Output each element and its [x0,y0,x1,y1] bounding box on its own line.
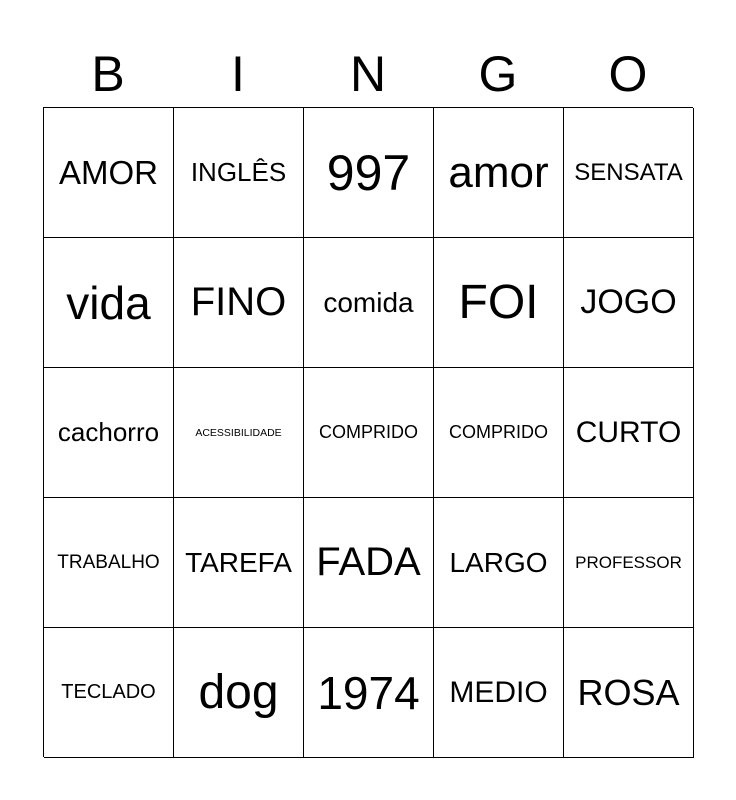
bingo-cell[interactable]: TECLADO [44,628,174,758]
bingo-cell[interactable]: COMPRIDO [304,368,434,498]
bingo-cell[interactable]: COMPRIDO [434,368,564,498]
bingo-cell[interactable]: 997 [304,108,434,238]
bingo-cell[interactable]: LARGO [434,498,564,628]
bingo-cell[interactable]: ROSA [564,628,694,758]
bingo-cell[interactable]: TRABALHO [44,498,174,628]
bingo-cell[interactable]: JOGO [564,238,694,368]
bingo-cell[interactable]: comida [304,238,434,368]
bingo-cell[interactable]: FOI [434,238,564,368]
header-letter-b: B [91,46,125,102]
bingo-cell[interactable]: amor [434,108,564,238]
bingo-header [43,40,693,108]
bingo-cell[interactable]: dog [174,628,304,758]
header-letter-g: G [478,46,518,102]
bingo-cell[interactable]: SENSATA [564,108,694,238]
bingo-cell[interactable]: AMOR [44,108,174,238]
bingo-cell[interactable]: FINO [174,238,304,368]
bingo-cell[interactable]: 1974 [304,628,434,758]
header-letter-o: O [608,46,648,102]
header-letter-i: I [231,46,245,102]
bingo-cell[interactable]: ACESSIBILIDADE [174,368,304,498]
bingo-cell[interactable]: PROFESSOR [564,498,694,628]
bingo-cell[interactable]: MEDIO [434,628,564,758]
bingo-cell[interactable]: vida [44,238,174,368]
bingo-cell[interactable]: INGLÊS [174,108,304,238]
bingo-grid [43,107,693,757]
header-letter-n: N [349,46,387,102]
bingo-cell[interactable]: FADA [304,498,434,628]
bingo-cell[interactable]: TAREFA [174,498,304,628]
bingo-cell[interactable]: cachorro [44,368,174,498]
bingo-cell[interactable]: CURTO [564,368,694,498]
